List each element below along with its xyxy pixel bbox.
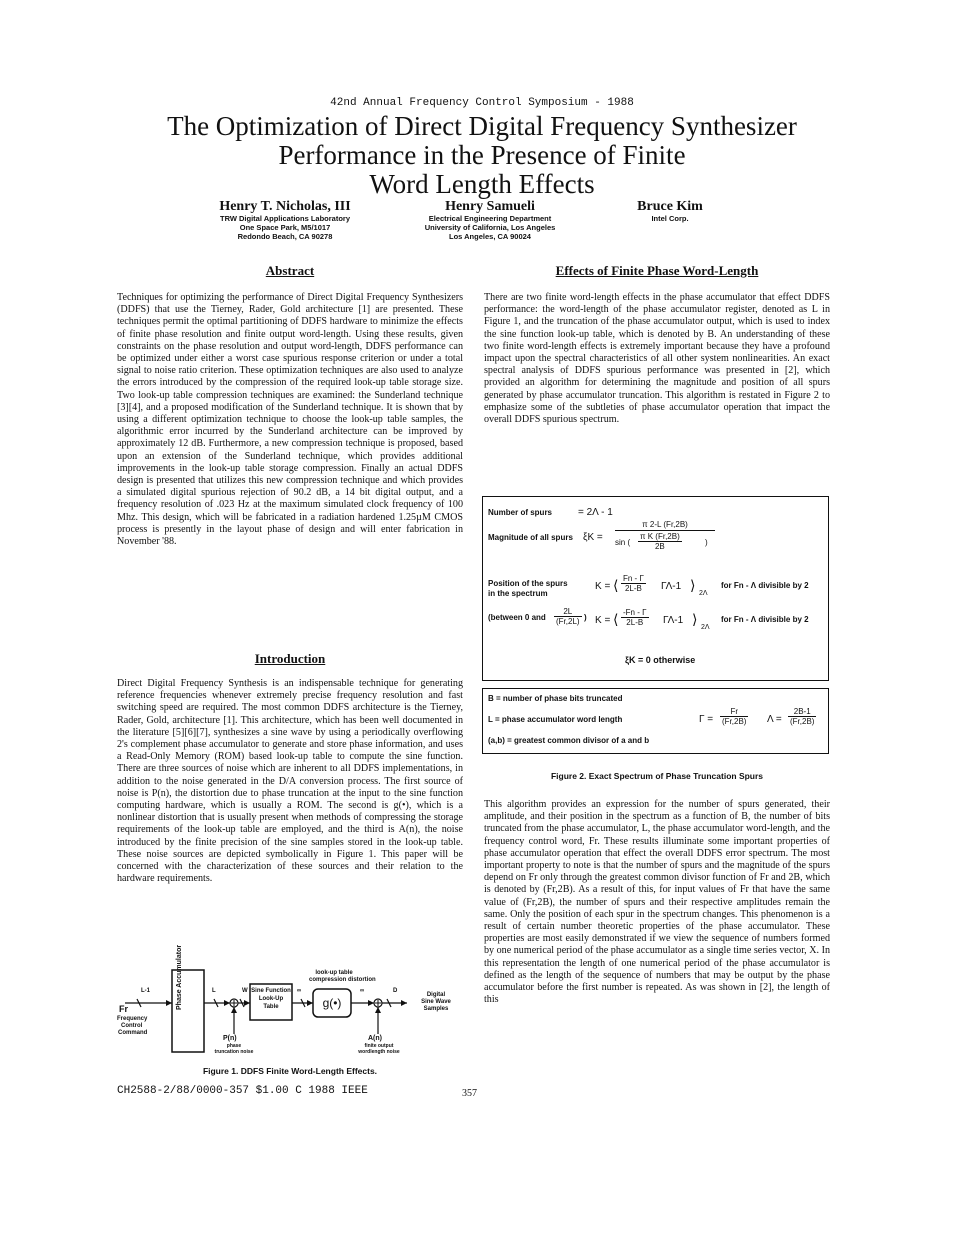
fraction-denominator: (Fr,2B) <box>790 717 815 726</box>
k-equals: K = <box>595 581 611 592</box>
author-affiliation: TRW Digital Applications Laboratory <box>219 214 350 223</box>
author-affiliation: Electrical Engineering Department <box>428 214 552 223</box>
input-sub-label: Frequency <box>117 1016 148 1022</box>
fraction-denominator: 2L-B <box>624 584 642 593</box>
xi-k-symbol: ξK = <box>583 532 603 543</box>
figure-1-caption: Figure 1. DDFS Finite Word-Length Effects. <box>202 1066 378 1076</box>
infinity-label: ∞ <box>360 988 365 994</box>
fraction-numerator: -Fn - Γ <box>623 608 647 617</box>
author-affiliation: Redondo Beach, CA 90278 <box>237 232 333 241</box>
infinity-label: ∞ <box>297 988 302 994</box>
num-spurs-label: Number of spurs <box>488 508 553 517</box>
figure-1-diagram <box>117 944 463 1060</box>
abstract-paragraph: Techniques for optimizing the performance of Direct Digital Frequency Synthesizers (DDFS) that use the Tierney, Rader, Gold architecture [1] are presented. These techniques permit the optimal partitioning of DDFS hardware to minimize the effects of finite phase resolution and finite output word-length. Using these results, given constraints on the phase resolution and output word-length, DDFS performance can be optimized under either a worst case spurious response criterion or under a total signal to noise ratio criterion. These optimization techniques are also used to analyze the errors introduced by the compression of the required look-up table storage size. Two look-up table compression techniques are examined: the Sunderland technique [3][4], and a proposed modification of the Sunderland technique. It is shown that by using a different optimization technique to choose the look-up table samples, the algorithmic error incurred by the Sunderland architecture can be improved by approximately 12 dB. Furthermore, a new compression technique is proposed, based upon an extension of the Sunderland technique, which provides additional improvements in the look-up table storage compression. Finally an actual DDFS design is presented that utilizes this new compression technique and which provides a simulated digital spurious rejection of 90.2 dB, a 14 bit digital output, and a frequency resolution of .023 Hz at the maximum simulated clock frequency of 100 Mhz. This design, which will be fabricated in a radiation hardened 1.25µM CMOS process is presently in the layout phase of design and will enter fabrication in November '88. <box>117 292 463 548</box>
figure-2-box <box>482 496 829 681</box>
g-block-label: g(•) <box>322 996 342 1010</box>
effects-text <box>484 292 830 426</box>
fr-input-label: Fr <box>119 1004 128 1014</box>
between-label: (between 0 and <box>488 613 546 622</box>
fraction-numerator: 2B-1 <box>788 707 816 717</box>
introduction-heading: Introduction <box>254 651 326 666</box>
fraction-denominator: (Fr,2L) <box>556 617 580 626</box>
page-number: 357 <box>462 1088 477 1099</box>
title-line-3: Word Length Effects <box>369 169 595 199</box>
gamma-lhs: Γ = <box>699 714 714 725</box>
lut-label: Table <box>263 1004 279 1010</box>
introduction-text <box>117 678 463 885</box>
pn-label: P(n) <box>223 1035 237 1042</box>
effects-paragraph: There are two finite word-length effects in the phase accumulator that effect DDFS performance: the word-length of the phase accumulator register, denoted as L in Figure 1, and the truncation of the phase accumulator output, which is used to index the sine function look-up table, which is denoted by B. An understanding of these two finite word-length effects is extremely important because they have a profound impact upon the spectral characteristics of all other system nonlinearities. An exact spectral analysis of DDFS spurious performance was presented in [2], which provided an algorithm for determining the magnitude and position of all spurs generated by phase accumulator truncation. This algorithm is restated in Figure 2 to emphasize some of the subtleties of phase accumulator operation that impact the overall DDFS spurious spectrum. <box>484 292 830 426</box>
lambda-fraction <box>788 707 816 726</box>
abstract-text <box>117 292 463 548</box>
author-2 <box>410 199 570 241</box>
definition-b: B = number of phase bits truncated <box>488 694 623 703</box>
author-name: Henry Samueli <box>445 199 535 214</box>
condition-1: for Fn - Λ divisible by 2 <box>721 581 809 590</box>
output-label: Sine Wave <box>421 999 451 1005</box>
fraction-numerator: Fr <box>720 707 748 717</box>
position-1-subscript: 2Λ <box>699 590 708 597</box>
author-affiliation: University of California, Los Angeles <box>424 223 556 232</box>
figure-1-lines <box>117 968 463 1060</box>
lut-label: Look-Up <box>258 996 284 1002</box>
bracket-close: ⟩ <box>692 611 698 627</box>
paper-title <box>100 112 864 199</box>
between-close: ) <box>584 613 587 622</box>
num-spurs-expr: = 2Λ - 1 <box>578 507 613 518</box>
author-affiliation: Intel Corp. <box>651 214 689 223</box>
fraction-denominator: (Fr,2B) <box>722 717 747 726</box>
width-d-label: D <box>393 988 398 994</box>
lambda-lhs: Λ = <box>767 714 782 725</box>
definition-gcd: (a,b) = greatest common divisor of a and b <box>488 736 650 745</box>
output-label: Digital <box>426 992 446 998</box>
introduction-paragraph: Direct Digital Frequency Synthesis is an indispensable technique for generating reference frequencies whenever extremely precise frequency resolution and fast switching speed are required. The most common DDFS architecture is the Tierney, Rader, Gold, architecture [1]. This architecture, which has been well documented in the literature [5][6][7], synthesizes a sine wave by using a periodically overflowing 2's complement phase accumulator to generate and store phase information, and uses a Read-Only Memory (ROM) based look-up table to compute the sine function. There are three sources of noise which are inherent to all DDFS implementations, in addition to the noise generated in the D/A conversion process. The first source of noise is P(n), the distortion due to phase truncation at the input to the sine function computing hardware, which is usually a ROM. The second is g(•), which is a nonlinear distortion that is usually present when methods of compressing the storage requirements of the look-up table are employed, and the third is A(n), the noise introduced by the finite precision of the sine samples stored in the look-up table. These noise sources are depicted symbolically in Figure 1. This paper will be concerned with the characterization of these sources and their relation to the hardware requirements. <box>117 678 463 885</box>
position-label: Position of the spurs <box>488 579 568 588</box>
author-name: Bruce Kim <box>637 199 703 214</box>
an-label: A(n) <box>368 1035 382 1042</box>
figure-2-caption: Figure 2. Exact Spectrum of Phase Truncation Spurs <box>550 771 764 781</box>
position-label: in the spectrum <box>488 589 548 598</box>
copyright-footer: CH2588-2/88/0000-357 $1.00 C 1988 IEEE <box>117 1085 368 1097</box>
output-label: Samples <box>423 1006 449 1012</box>
an-sub-label: wordlength noise <box>358 1049 400 1055</box>
width-l-label: L <box>212 988 216 994</box>
fraction-numerator: Fn - Γ <box>623 574 644 583</box>
pn-sub-label: phase <box>226 1043 242 1049</box>
author-affiliation: One Space Park, M5/1017 <box>239 223 331 232</box>
title-line-1: The Optimization of Direct Digital Frequency Synthesizer <box>167 111 797 141</box>
lut-label: Sine Function <box>251 988 291 994</box>
author-affiliation: Los Angeles, CA 90024 <box>449 232 531 241</box>
bracket-close: ⟩ <box>690 577 696 593</box>
author-3 <box>620 199 720 223</box>
bracket-open: ⟨ <box>613 577 619 593</box>
author-1 <box>185 199 385 241</box>
compression-label: compression distortion <box>309 977 376 983</box>
fraction-denominator: 2L-B <box>626 618 644 627</box>
input-sub-label: Command <box>118 1030 148 1036</box>
gamma-fraction <box>720 707 748 726</box>
fraction-numerator: π K (Fr,2B) <box>640 532 680 541</box>
body-continued-paragraph: This algorithm provides an expression for the number of spurs generated, their amplitude, and their position in the spectrum as a function of B, the number of bits truncated from the phase accumulator, L, the phase accumulator word-length, and the frequency control word, Fr. These results illuminate some important properties of phase accumulator operation that effect the overall DDFS error spectrum. The most important property to note is that the number of spurs and the magnitude of the spurs depend on Fr only through the greatest common divisor function of Fr and 2B, which is denoted by (Fr,2B). As a result of this, for input values of Fr that have the same value of (Fr,2B), the number of spurs and their respective amplitudes remain the same. Only the position of each spur in the spectrum changes. This phenomenon is a result of certain number theoretic properties of the phase accumulator. These properties are most easily demonstrated if we view the sequence of numbers formed by one numerical period of the phase accumulator as a single time series vector, X. In this representation the length of one numerical period of the phase accumulator is defined as the length of the sequence of numbers that may be output by the phase accumulator before the first number is repeated. As was shown in [2], the length of this <box>484 799 830 1006</box>
width-l1-label: L-1 <box>141 988 150 994</box>
an-sub-label: finite output <box>364 1043 394 1049</box>
input-sub-label: Control <box>121 1023 143 1029</box>
conference-header: 42nd Annual Frequency Control Symposium - 1988 <box>330 97 634 109</box>
position-2-fraction <box>621 608 649 627</box>
author-name: Henry T. Nicholas, III <box>219 199 351 214</box>
between-fraction <box>554 607 582 626</box>
compression-label: look-up table <box>315 970 353 976</box>
body-continued-text <box>484 799 830 1006</box>
abstract-heading: Abstract <box>265 263 315 278</box>
magnitude-label: Magnitude of all spurs <box>488 533 573 542</box>
position-1-fraction <box>621 574 646 593</box>
magnitude-numerator: π 2-L (Fr,2B) <box>615 519 715 531</box>
condition-2: for Fn - Λ divisible by 2 <box>721 615 809 624</box>
phase-accumulator-label: Phase Accumulator <box>176 944 183 1010</box>
fraction-numerator: 2L <box>554 607 582 617</box>
otherwise-label: ξK = 0 otherwise <box>625 655 696 665</box>
position-1-tail: ΓΛ-1 <box>661 581 682 592</box>
definition-l: L = phase accumulator word length <box>488 715 623 724</box>
magnitude-denominator-close: ) <box>705 538 708 547</box>
k-equals: K = <box>595 615 611 626</box>
magnitude-denominator-fraction <box>638 532 682 551</box>
pn-sub-label: truncation noise <box>214 1049 254 1055</box>
figure-2-definitions-box <box>482 688 829 754</box>
position-2-subscript: 2Λ <box>701 624 710 631</box>
fraction-denominator: 2B <box>654 542 665 551</box>
bracket-open: ⟨ <box>613 611 619 627</box>
position-2-tail: ΓΛ-1 <box>663 615 684 626</box>
width-w-label: W <box>242 988 248 994</box>
magnitude-denominator-open: sin ( <box>615 538 631 547</box>
effects-heading: Effects of Finite Phase Word-Length <box>555 263 759 278</box>
title-line-2: Performance in the Presence of Finite <box>278 140 686 170</box>
